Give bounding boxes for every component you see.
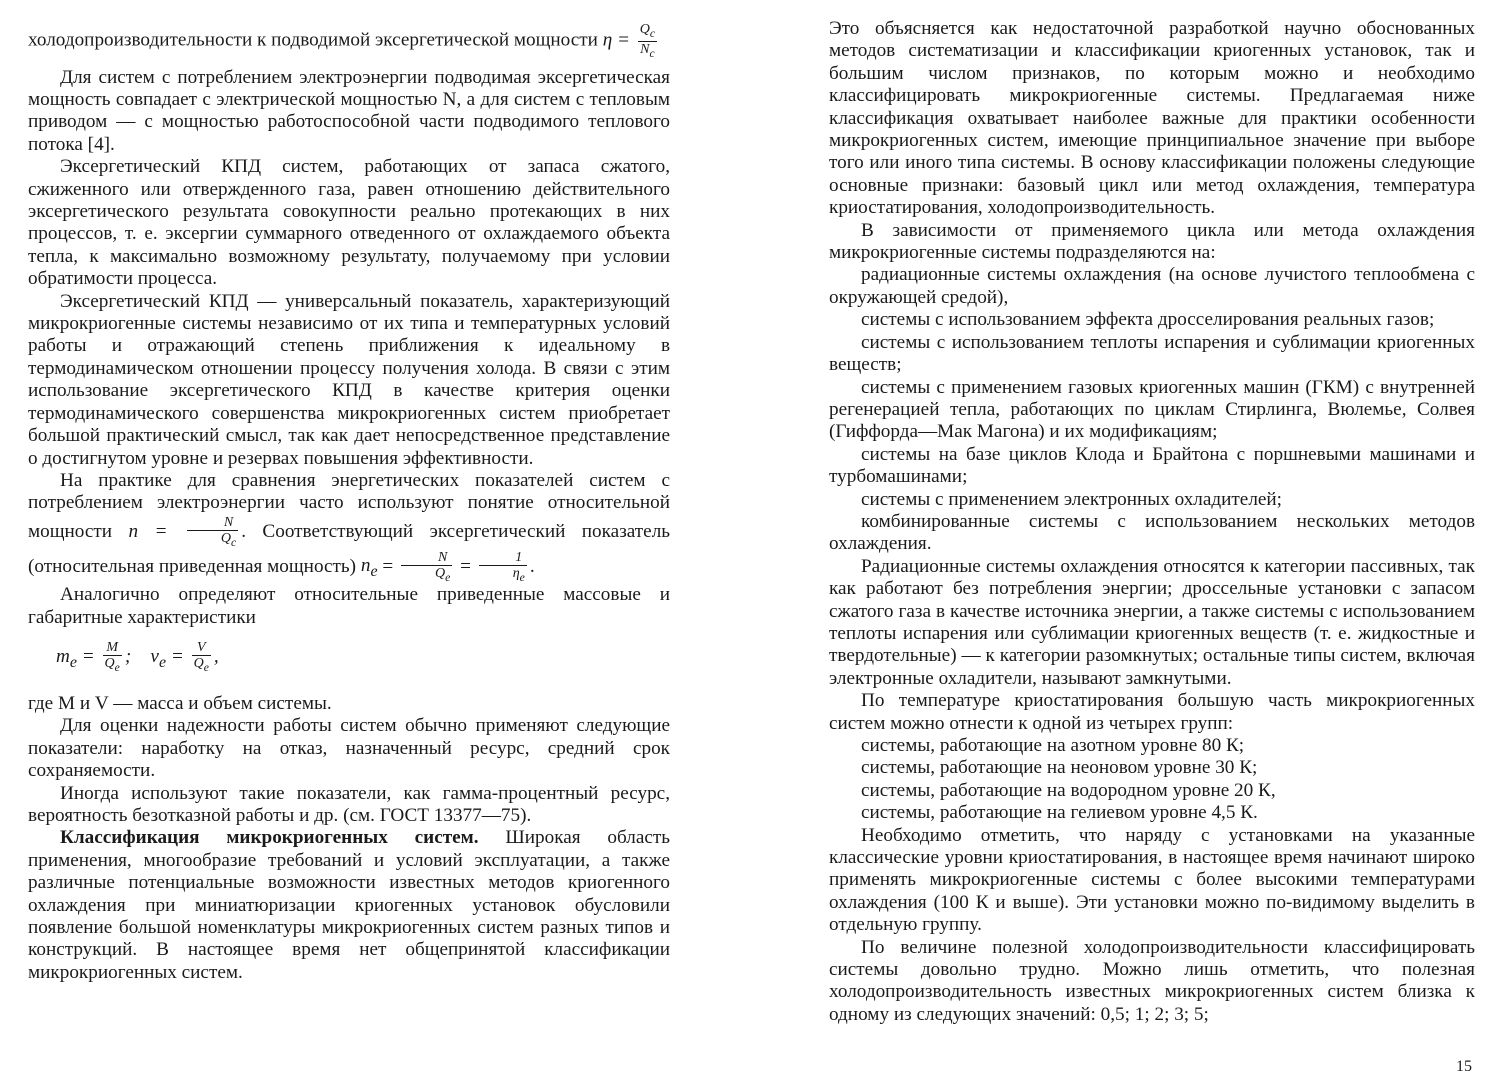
formula-n-fraction: $\frac{N}{Q_c}$ <box>187 515 238 550</box>
list-item: системы, работающие на гелиевом уровне 4,5 К. <box>861 802 1258 824</box>
paragraph: Необходимо отметить, что наряду с установками на указанные классические уровни криостатирования, в настоящее время начинают широко применять микрокриогенные системы с более высокими температурами охлаждения (100 К и выше). Эти установки можно по-видимому выделить в отдельную группу. <box>829 824 1475 936</box>
paragraph-relative-power: На практике для сравнения энергетических показателей систем с потреблением электроэнергии часто используют понятие относительной мощности n = $\frac{N}{Q_c}$ . Соответствующий эксергетический показатель (относительная приведенная мощность) $n_e$ = $\frac{N}{Q_e}$ = $\frac{1}{\eta_e}$ . <box>28 469 671 584</box>
list-item: системы, работающие на водородном уровне 20 К, <box>861 779 1276 801</box>
paragraph: Иногда используют такие показатели, как гамма-процентный ресурс, вероятность безотказной работы и др. (см. ГОСТ 13377—75). <box>28 782 670 826</box>
paragraph: В зависимости от применяемого цикла или метода охлаждения микрокриогенные системы подразделяются на: <box>829 219 1475 264</box>
formula-ne-fraction: $\frac{N}{Q_e}$ <box>401 550 452 585</box>
right-page <box>829 18 1475 1026</box>
formula-eta-fraction: $\frac{Q_c}{N_c}$ <box>639 22 656 60</box>
paragraph-classification: Классификация микрокриогенных систем. Широкая область применения, многообразие требований и условий эксплуатации, а также различные потенциальные возможности известных методов криогенного охлаждения при миниатюризации криогенных установок обусловили появление большой номенклатуры микрокриогенных систем разных типов и конструкций. В настоящее время нет общепринятой классификации микрокриогенных систем. <box>28 827 671 983</box>
paragraph: Это объясняется как недостаточной разработкой научно обоснованных методов систематизации и классификации криогенных установок, так и большим числом признаков, по которым можно и необходимо классифицировать микрокриогенные системы. Предлагаемая ниже классификация охватывает наиболее важные для практики особенности микрокриогенных систем, имеющие принципиальное значение при выборе того или иного типа системы. В основу классификации положены следующие основные признаки: базовый цикл или метод охлаждения, температура криостатирования, холодопроизводительность. <box>829 18 1475 219</box>
list-item: системы, работающие на азотном уровне 80 К; <box>861 735 1245 756</box>
formula-mass-volume: $m_e$ = $\frac{M}{Q_e}$ ; $v_e$ = $\frac{V}{Q_e}$ , <box>56 640 219 675</box>
paragraph: По величине полезной холодопроизводительности классифицировать системы довольно трудно. Можно лишь отметить, что полезная холодопроизводительность известных микрокриогенных систем близка к одному из следующих значений: 0,5; 1; 2; 3; 5; <box>829 936 1475 1025</box>
paragraph: Эксергетический КПД — универсальный показатель, характеризующий микрокриогенные системы независимо от их типа и температурных условий работы и отражающий степень приближения к идеальному в термодинамическом отношении процессу получения холода. В связи с этим использование эксергетического КПД в качестве критерия оценки термодинамического совершенства микрокриогенных систем приобретает большой практический смысл, так как дает непосредственное представление о достигнутом уровне и резервах повышения эффективности. <box>28 290 670 469</box>
list-item: системы, работающие на неоновом уровне 30 К; <box>861 757 1258 779</box>
list-item: системы с использованием теплоты испарения и сублимации криогенных веществ; <box>829 331 1475 376</box>
list-item: системы с применением газовых криогенных машин (ГКМ) с внутренней регенерацией тепла, работающих по циклам Стирлинга, Вюлемье, Солвея (Гиффорда—Мак Магона) и их модификациям; <box>829 376 1475 443</box>
list-item: системы на базе циклов Клода и Брайтона с поршневыми машинами и турбомашинами; <box>829 443 1475 488</box>
list-item: комбинированные системы с использованием нескольких методов охлаждения. <box>829 510 1475 555</box>
paragraph: По температуре криостатирования большую часть микрокриогенных систем можно отнести к одной из четырех групп: <box>829 690 1475 734</box>
paragraph: Радиационные системы охлаждения относятся к категории пассивных, так как работают без потребления энергии; дроссельные установки с запасом сжатого газа в качестве источника энергии, а также системы с использованием теплоты испарения или сублимации криогенных веществ (т. е. жидкостные и твердотельные) — к категории разомкнутых; остальные типы систем, включая электронные охладители, называют замкнутыми. <box>829 555 1475 689</box>
paragraph: Для оценки надежности работы систем обычно применяют следующие показатели: наработку на отказ, назначенный ресурс, средний срок сохраняемости. <box>28 715 670 782</box>
list-item: системы с использованием эффекта дросселирования реальных газов; <box>861 309 1435 331</box>
list-item: радиационные системы охлаждения (на основе лучистого теплообмена с окружающей средой), <box>829 264 1475 308</box>
page-number: 15 <box>1456 1058 1472 1075</box>
paragraph: Эксергетический КПД систем, работающих от запаса сжатого, сжиженного или отвержденного газа, равен отношению действительного эксергетического результата совокупности реально протекающих в них процессов, т. е. эксергии суммарного отведенного от охлаждаемого объекта тепла, к максимально возможному результату, получаемому при условии обратимости процесса. <box>28 156 670 290</box>
intro-line: холодопроизводительности к подводимой эксергетической мощности η = $\frac{Q_c}{N_c}$ <box>28 22 656 60</box>
paragraph: Для систем с потреблением электроэнергии подводимая эксергетическая мощность совпадает с электрической мощностью N, а для систем с тепловым приводом — с мощностью работоспособной части подводимого теплового потока [4]. <box>28 66 670 155</box>
paragraph: Аналогично определяют относительные приведенные массовые и габаритные характеристики <box>28 584 670 628</box>
formula-eta-lhs: η = <box>602 29 630 51</box>
list-item: системы с применением электронных охладителей; <box>861 488 1283 510</box>
section-heading: Классификация микрокриогенных систем. <box>60 827 479 849</box>
left-page <box>28 22 670 984</box>
formula-ne-fraction-2: $\frac{1}{\eta_e}$ <box>479 550 527 585</box>
paragraph: где M и V — масса и объем системы. <box>28 692 332 714</box>
